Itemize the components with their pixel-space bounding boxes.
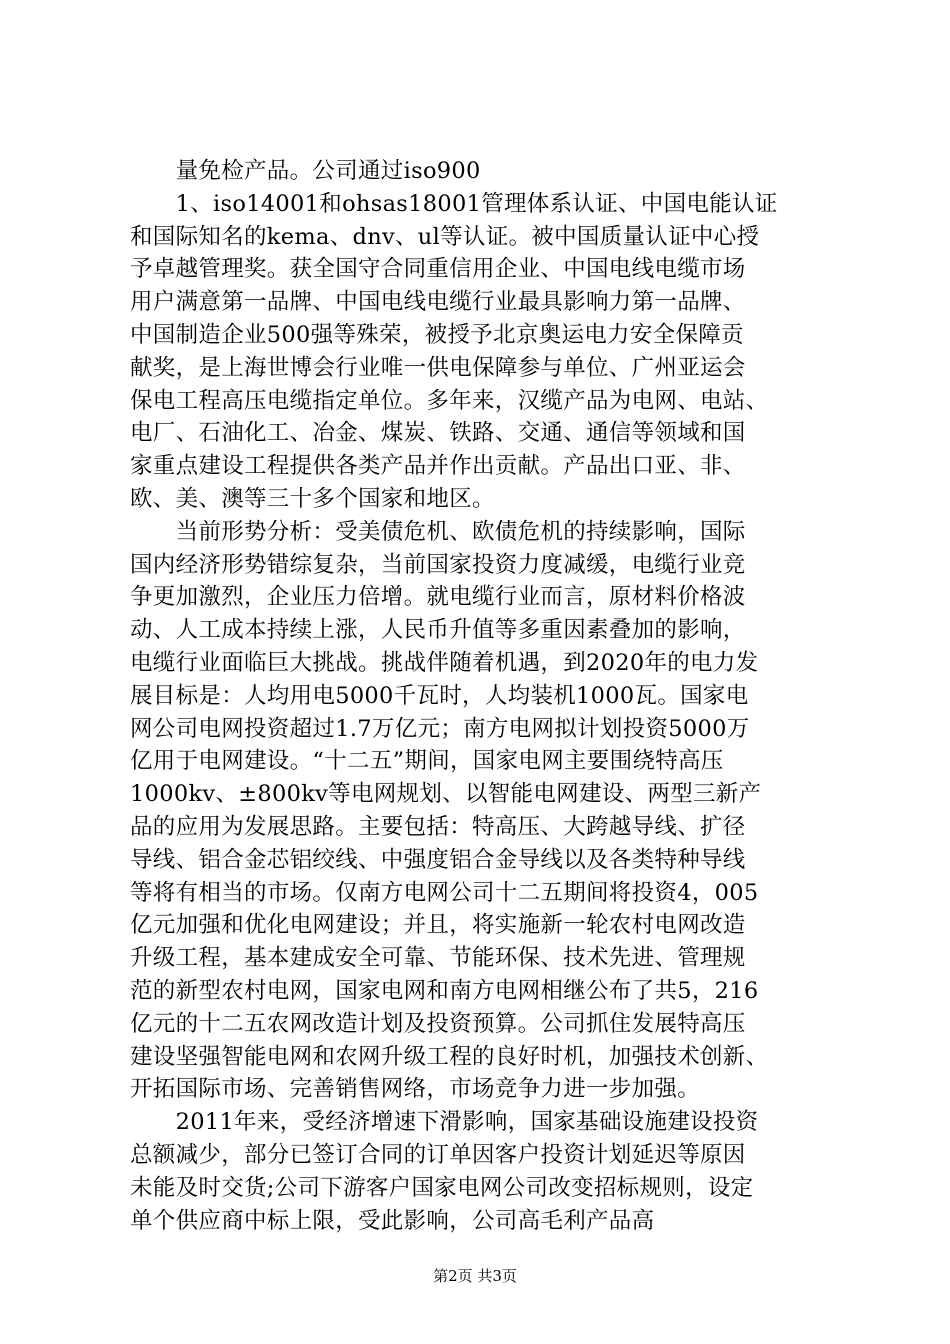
text-line: 动、人工成本持续上涨，人民币升值等多重因素叠加的影响，	[130, 617, 746, 644]
text-line: 范的新型农村电网，国家电网和南方电网相继公布了共5，216	[130, 977, 759, 1004]
text-line: 1000kv、±800kv等电网规划、以智能电网建设、两型三新产	[130, 781, 762, 808]
text-line: 亿元的十二五农网改造计划及投资预算。公司抓住发展特高压	[130, 1010, 746, 1037]
text-line: 展目标是：人均用电5000千瓦时，人均装机1000瓦。国家电	[130, 682, 749, 709]
text-line: 电缆行业面临巨大挑战。挑战伴随着机遇，到2020年的电力发	[130, 649, 759, 676]
text-line: 电厂、石油化工、冶金、煤炭、铁路、交通、通信等领域和国	[130, 420, 746, 447]
text-line: 总额减少，部分已签订合同的订单因客户投资计划延迟等原因	[130, 1141, 746, 1168]
text-line: 开拓国际市场、完善销售网络，市场竞争力进一步加强。	[130, 1076, 701, 1103]
text-line: 导线、铝合金芯铝绞线、中强度铝合金导线以及各类特种导线	[130, 846, 746, 873]
page-footer: 第2页 共3页	[433, 1267, 517, 1285]
text-line: 建设坚强智能电网和农网升级工程的良好时机，加强技术创新、	[130, 1043, 769, 1070]
text-line: 量免检产品。公司通过iso900	[130, 158, 481, 184]
text-line: 当前形势分析：受美债危机、欧债危机的持续影响，国际	[130, 518, 746, 545]
text-line: 予卓越管理奖。获全国守合同重信用企业、中国电线电缆市场	[130, 256, 746, 283]
text-line: 网公司电网投资超过1.7万亿元；南方电网拟计划投资5000万	[130, 715, 750, 742]
text-line: 用户满意第一品牌、中国电线电缆行业最具影响力第一品牌、	[130, 289, 746, 316]
text-line: 家重点建设工程提供各类产品并作出贡献。产品出口亚、非、	[130, 453, 746, 480]
body-text	[130, 155, 850, 1237]
text-line: 亿元加强和优化电网建设；并且，将实施新一轮农村电网改造	[130, 912, 746, 939]
text-line: 升级工程，基本建成安全可靠、节能环保、技术先进、管理规	[130, 945, 746, 972]
text-line: 国内经济形势错综复杂，当前国家投资力度减缓，电缆行业竞	[130, 551, 746, 578]
text-line: 保电工程高压电缆指定单位。多年来，汉缆产品为电网、电站、	[130, 387, 769, 414]
text-line: 品的应用为发展思路。主要包括：特高压、大跨越导线、扩径	[130, 813, 746, 840]
text-line: 2011年来，受经济增速下滑影响，国家基础设施建设投资	[130, 1109, 759, 1136]
text-line: 1、iso14001和ohsas18001管理体系认证、中国电能认证	[130, 190, 778, 217]
text-line: 和国际知名的kema、dnv、ul等认证。被中国质量认证中心授	[130, 223, 760, 250]
text-line: 中国制造企业500强等殊荣，被授予北京奥运电力安全保障贡	[130, 321, 744, 348]
text-line: 未能及时交货;公司下游客户国家电网公司改变招标规则，设定	[130, 1174, 754, 1201]
text-line: 献奖，是上海世博会行业唯一供电保障参与单位、广州亚运会	[130, 354, 746, 381]
text-line: 亿用于电网建设。“十二五”期间，国家电网主要围绕特高压	[130, 748, 724, 775]
text-line: 等将有相当的市场。仅南方电网公司十二五期间将投资4，005	[130, 879, 759, 906]
text-line: 欧、美、澳等三十多个国家和地区。	[130, 485, 495, 512]
text-line: 单个供应商中标上限，受此影响，公司高毛利产品高	[130, 1207, 655, 1234]
text-line: 争更加激烈，企业压力倍增。就电缆行业而言，原材料价格波	[130, 584, 746, 611]
